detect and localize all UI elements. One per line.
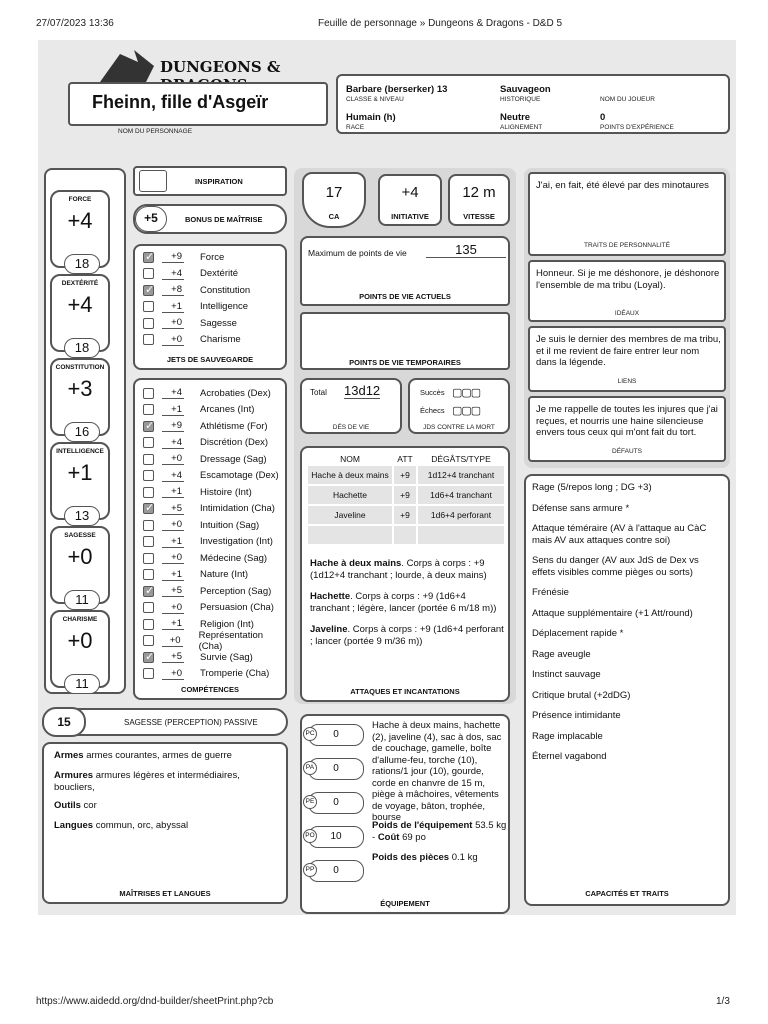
attacks-header-att: ATT — [397, 454, 413, 464]
hit-dice-box — [300, 378, 402, 434]
hit-dice-label: DÉS DE VIE — [332, 424, 370, 431]
attack-row — [308, 466, 504, 484]
feature-item: Frénésie — [532, 587, 569, 598]
flaws-box — [528, 396, 726, 462]
header-info-box — [336, 74, 730, 134]
saving-throw-name: Constitution — [200, 284, 251, 296]
skill-name: Intimidation (Cha) — [200, 503, 275, 514]
coin-pp — [305, 860, 364, 882]
coin-value[interactable]: 0 — [333, 865, 339, 876]
saving-throw-row — [143, 250, 224, 264]
proficiency-checkbox[interactable] — [143, 301, 154, 312]
background-label: HISTORIQUE — [500, 96, 541, 103]
ability-4 — [50, 526, 110, 607]
languages-label: Langues — [54, 820, 94, 831]
attack-note — [310, 591, 508, 614]
hit-dice-total: 13d12 — [344, 383, 381, 398]
armor-label: Armures — [54, 770, 94, 781]
passive-perception-box — [42, 708, 288, 736]
background: Sauvageon — [500, 84, 551, 95]
weapons-text: armes courantes, armes de guerre — [83, 750, 232, 761]
coin-pc — [305, 724, 364, 746]
equipment-label: ÉQUIPEMENT — [380, 899, 430, 908]
skill-name: Nature (Int) — [200, 569, 249, 580]
ability-modifier: +1 — [67, 460, 93, 485]
coin-value[interactable]: 10 — [330, 831, 342, 842]
tools-label: Outils — [54, 800, 81, 811]
death-saves-fail[interactable]: ▢▢▢ — [452, 405, 481, 417]
bonds: Je suis le dernier des membres de ma tribu, et il me revient de faire entrer leur nom dans la légende. — [536, 334, 721, 368]
ability-score[interactable]: 18 — [64, 338, 100, 358]
death-saves-box — [408, 378, 510, 434]
bonds-box — [528, 326, 726, 392]
proficiency-checkbox[interactable] — [143, 404, 154, 415]
character-name-label: NOM DU PERSONNAGE — [118, 128, 193, 135]
skill-name: Discrétion (Dex) — [200, 437, 269, 448]
skill-bonus: +4 — [162, 437, 184, 449]
skill-row — [143, 568, 248, 582]
speed-label: VITESSE — [463, 212, 495, 221]
traits-label: TRAITS DE PERSONNALITÉ — [584, 242, 670, 249]
feature-item: Attaque téméraire (AV à l'attaque au CàC mais AV aux attaques contre soi) — [532, 523, 707, 546]
saving-throw-row — [143, 333, 241, 347]
current-hp-label: POINTS DE VIE ACTUELS — [359, 292, 451, 301]
ability-1 — [50, 274, 110, 355]
skill-row — [143, 518, 259, 532]
saving-throw-name: Sagesse — [200, 317, 237, 329]
skill-name: Investigation (Int) — [200, 536, 273, 547]
alignment-label: ALIGNEMENT — [500, 124, 543, 131]
skill-bonus: +0 — [162, 635, 183, 647]
proficiency-label: BONUS DE MAÎTRISE — [185, 215, 263, 224]
skill-name: Survie (Sag) — [200, 651, 253, 663]
print-title: Feuille de personnage » Dungeons & Dragons - D&D 5 — [318, 18, 563, 29]
flaws: Je me rappelle de toutes les injures que j'ai reçues, et nourris une haine silencieuse envers tous ceux qui m'ont fait du tort. — [536, 404, 718, 438]
skill-name: Tromperie (Cha) — [200, 668, 270, 679]
coin-type: PO — [303, 829, 317, 843]
cost-label: Coût — [377, 831, 400, 843]
armor-class-box — [302, 172, 366, 228]
ability-5 — [50, 610, 110, 691]
feature-item: Critique brutal (+2dDG) — [532, 689, 631, 701]
proficiency-box — [133, 204, 287, 234]
initiative-box — [378, 174, 442, 226]
experience-points: 0 — [600, 112, 606, 123]
coin-type: PE — [303, 795, 317, 809]
attack-note-name: Javeline — [310, 624, 348, 635]
current-hp-box — [300, 236, 510, 306]
saving-throw-row — [143, 300, 248, 314]
saving-throw-name: Dextérité — [200, 268, 239, 279]
character-sheet — [38, 40, 736, 915]
proficiency-checkbox[interactable] — [143, 437, 154, 448]
coin-value[interactable]: 0 — [333, 763, 339, 774]
saving-throw-row — [143, 283, 250, 297]
saving-throws-label: JETS DE SAUVEGARDE — [166, 355, 254, 364]
character-name: Fheinn, fille d'Asgeïr — [92, 92, 269, 112]
attack-damage: 1d12+4 tranchant — [418, 466, 504, 484]
feature-item: Présence intimidante — [532, 710, 621, 721]
attacks-table — [306, 452, 506, 546]
skill-bonus: +0 — [162, 602, 184, 614]
feature-item: Rage (5/repos long ; DG +3) — [532, 482, 652, 493]
skill-row — [143, 535, 273, 549]
proficiency-checkbox[interactable] — [143, 487, 154, 498]
ability-0 — [50, 190, 110, 271]
attack-row — [308, 506, 504, 524]
flaws-label: DÉFAUTS — [612, 448, 642, 455]
proficiency-checkbox[interactable] — [143, 421, 154, 432]
armor-class: 17 — [325, 184, 343, 201]
skill-name: Religion (Int) — [200, 618, 254, 630]
saving-throw-name: Charisme — [200, 334, 241, 345]
print-page: 1/3 — [716, 996, 730, 1007]
saving-throw-bonus: +1 — [162, 301, 184, 313]
features-label: CAPACITÉS ET TRAITS — [585, 889, 669, 898]
skill-row — [143, 452, 267, 466]
skill-bonus: +1 — [162, 486, 184, 498]
skill-name: Persuasion (Cha) — [200, 602, 274, 613]
attack-damage: 1d6+4 perforant — [418, 506, 504, 524]
coin-weight-label: Poids des pièces — [372, 852, 450, 863]
proficiency-checkbox[interactable] — [143, 252, 154, 263]
attack-bonus: +9 — [394, 466, 416, 484]
speed-box — [448, 174, 510, 226]
proficiency-checkbox[interactable] — [143, 536, 154, 547]
ideals: Honneur. Si je me déshonore, je déshonore l'ensemble de ma tribu (Loyal). — [536, 268, 720, 291]
attack-note-text: . Corps à corps : +9 (1d6+4 tranchant ; légère, lancer (portée 6 m/18 m)) — [310, 591, 497, 614]
feature-item: Défense sans armure * — [532, 502, 630, 514]
attack-note — [310, 558, 508, 581]
languages-text: commun, orc, abyssal — [93, 820, 189, 831]
passive-perception-value: 15 — [42, 707, 86, 737]
attacks-header-dmg: DÉGÂTS/TYPE — [431, 454, 491, 464]
skill-name: Perception (Sag) — [200, 585, 272, 597]
skill-row — [143, 650, 253, 664]
equipment-text: Hache à deux mains, hachette (2), javeline (4), sac à dos, sac de couchage, gamelle, boîte d'allume-feu, torche (10), rations/1 jour (10), gourde, corde en chanvre de 15 m, piège à mâchoires, vêtements de voyage, bâton, trophée, bourse — [372, 720, 502, 823]
feature-item: Rage implacable — [532, 730, 603, 742]
skill-bonus: +0 — [162, 519, 184, 531]
skill-name: Acrobaties (Dex) — [200, 387, 271, 399]
saving-throw-bonus: +9 — [162, 251, 184, 263]
traits-box — [528, 172, 726, 256]
skill-name: Histoire (Int) — [200, 486, 252, 498]
proficiency-checkbox[interactable] — [143, 602, 154, 613]
race-label: RACE — [346, 124, 365, 131]
skill-row — [143, 629, 285, 652]
race: Humain (h) — [346, 112, 396, 123]
temp-hp-label: POINTS DE VIE TEMPORAIRES — [349, 358, 461, 367]
logo-text: DUNGEONS & — [160, 58, 281, 76]
skill-row — [143, 386, 271, 400]
attack-bonus: +9 — [394, 506, 416, 524]
class-level-label: CLASSE & NIVEAU — [346, 96, 404, 103]
attack-damage: 1d6+4 tranchant — [418, 486, 504, 504]
weight-value: 53.5 kg - — [372, 820, 507, 843]
ability-modifier: +0 — [67, 628, 93, 653]
saving-throw-row — [143, 316, 237, 330]
armor-text: armures légères et intermédiaires, boucliers, — [54, 770, 240, 793]
skill-bonus: +0 — [162, 552, 184, 564]
skill-row — [143, 584, 271, 598]
feature-item: Instinct sauvage — [532, 669, 601, 680]
ability-modifier: +4 — [67, 208, 93, 233]
class-level: Barbare (berserker) 13 — [346, 84, 448, 95]
attack-note-text: . Corps à corps : +9 (1d6+4 perforant ; lancer (portée 9 m/36 m)) — [310, 624, 504, 647]
attacks-box — [300, 446, 510, 702]
proficiency-checkbox[interactable] — [143, 586, 154, 597]
dnd-logo — [98, 48, 348, 84]
proficiency-checkbox[interactable] — [143, 470, 154, 481]
death-saves-success-label: Succès — [420, 388, 445, 397]
proficiency-bonus: +5 — [135, 206, 167, 232]
skill-bonus: +5 — [162, 503, 184, 515]
armor-class-label: CA — [328, 212, 340, 221]
ability-name: CHARISME — [62, 616, 98, 623]
death-saves-success[interactable]: ▢▢▢ — [452, 387, 481, 399]
max-hp: 135 — [426, 242, 506, 258]
hit-dice-total-label: Total — [310, 388, 327, 397]
skill-row — [143, 419, 268, 433]
feature-item: Attaque supplémentaire (+1 Att/round) — [532, 607, 693, 619]
coin-pa — [305, 758, 364, 780]
proficiency-checkbox[interactable] — [143, 569, 154, 580]
attack-row — [308, 486, 504, 504]
skills-box — [133, 378, 287, 700]
skill-name: Athlétisme (For) — [200, 420, 268, 432]
skill-row — [143, 485, 252, 499]
feature-item: Rage aveugle — [532, 648, 591, 660]
feature-item: Éternel vagabond — [532, 751, 607, 762]
ability-score[interactable]: 18 — [64, 254, 100, 274]
saving-throw-bonus: +0 — [162, 317, 184, 329]
attack-bonus: +9 — [394, 486, 416, 504]
skill-name: Médecine (Sag) — [200, 552, 268, 564]
experience-label: POINTS D'EXPÉRIENCE — [600, 124, 674, 131]
ability-2 — [50, 358, 110, 439]
ability-score[interactable]: 11 — [64, 674, 100, 694]
skill-row — [143, 469, 279, 483]
skill-bonus: +1 — [162, 404, 184, 416]
proficiency-checkbox[interactable] — [143, 318, 154, 329]
print-url: https://www.aidedd.org/dnd-builder/sheetPrint.php?cb — [36, 996, 274, 1007]
proficiency-checkbox[interactable] — [143, 503, 154, 514]
personality-traits: J'ai, en fait, été élevé par des minotaures — [536, 180, 709, 191]
player-name-label: NOM DU JOUEUR — [600, 96, 655, 103]
attack-name: Hachette — [308, 486, 392, 504]
ability-3 — [50, 442, 110, 523]
ability-name: FORCE — [68, 196, 92, 203]
skill-bonus: +4 — [162, 470, 184, 482]
inspiration-value[interactable] — [139, 170, 167, 192]
attack-note-name: Hachette — [310, 591, 351, 602]
attack-name: Hache à deux mains — [308, 466, 392, 484]
skill-bonus: +1 — [162, 569, 184, 581]
death-saves-label: JDS CONTRE LA MORT — [423, 424, 495, 431]
ideals-box — [528, 260, 726, 322]
skill-bonus: +4 — [162, 387, 184, 399]
skills-label: COMPÉTENCES — [181, 685, 239, 694]
ability-score[interactable]: 16 — [64, 422, 100, 442]
inspiration-label: INSPIRATION — [195, 177, 243, 186]
skill-bonus: +9 — [162, 420, 184, 432]
skill-row — [143, 502, 275, 516]
ability-score[interactable]: 11 — [64, 590, 100, 610]
coin-type: PP — [303, 863, 317, 877]
skill-name: Représentation (Cha) — [198, 629, 264, 652]
equipment-box — [300, 714, 510, 914]
skill-bonus: +1 — [162, 618, 184, 630]
proficiency-checkbox[interactable] — [143, 553, 154, 564]
name-banner — [68, 82, 328, 126]
attack-note — [310, 624, 508, 647]
skill-name: Arcanes (Int) — [200, 404, 255, 415]
weight-label: Poids de l'équipement — [372, 820, 473, 831]
ideals-label: IDÉAUX — [614, 310, 640, 317]
speed: 12 m — [462, 184, 496, 201]
max-hp-label: Maximum de points de vie — [308, 248, 407, 258]
skill-bonus: +5 — [162, 651, 184, 663]
initiative-label: INITIATIVE — [391, 212, 429, 221]
coin-type: PA — [303, 761, 317, 775]
coin-value[interactable]: 0 — [333, 797, 339, 808]
coin-value[interactable]: 0 — [333, 729, 339, 740]
proficiency-checkbox[interactable] — [143, 268, 154, 279]
proficiency-checkbox[interactable] — [143, 454, 154, 465]
saving-throw-name: Intelligence — [200, 301, 249, 312]
death-saves-fail-label: Échecs — [420, 406, 445, 415]
attacks-header-name: NOM — [340, 454, 360, 464]
proficiencies-box — [42, 742, 288, 904]
ability-name: SAGESSE — [64, 532, 96, 539]
coin-pe — [305, 792, 364, 814]
ability-name: CONSTITUTION — [55, 364, 105, 371]
passive-perception-label: SAGESSE (PERCEPTION) PASSIVE — [124, 718, 258, 727]
attack-note-name: Hache à deux mains — [310, 558, 402, 569]
attack-name: Javeline — [308, 506, 392, 524]
proficiencies-label: MAÎTRISES ET LANGUES — [119, 889, 211, 898]
skill-bonus: +0 — [162, 453, 184, 465]
cost-value: 69 po — [399, 831, 426, 843]
proficiency-checkbox[interactable] — [143, 635, 154, 646]
saving-throw-bonus: +8 — [162, 284, 184, 296]
skill-row — [143, 667, 269, 681]
ability-modifier: +4 — [67, 292, 93, 317]
initiative: +4 — [401, 184, 419, 201]
skill-name: Dressage (Sag) — [200, 453, 267, 465]
feature-item: Déplacement rapide * — [532, 628, 624, 639]
features-box — [524, 474, 730, 906]
skill-bonus: +1 — [162, 536, 184, 548]
tools-text: cor — [80, 800, 97, 811]
proficiency-checkbox[interactable] — [143, 652, 154, 663]
proficiency-checkbox[interactable] — [143, 520, 154, 531]
coin-po — [305, 826, 364, 848]
skill-name: Intuition (Sag) — [200, 519, 260, 531]
proficiency-checkbox[interactable] — [143, 388, 154, 399]
ability-modifier: +3 — [67, 376, 93, 401]
bonds-label: LIENS — [617, 378, 637, 385]
proficiency-checkbox[interactable] — [143, 668, 154, 679]
ability-score[interactable]: 13 — [64, 506, 100, 526]
saving-throw-row — [143, 267, 238, 281]
weapons-label: Armes — [54, 750, 84, 761]
inspiration-box — [133, 166, 287, 196]
attacks-label: ATTAQUES ET INCANTATIONS — [350, 687, 460, 696]
alignment: Neutre — [500, 112, 531, 123]
temp-hp-box — [300, 312, 510, 370]
proficiency-checkbox[interactable] — [143, 619, 154, 630]
coin-weight-value: 0.1 kg — [449, 852, 478, 863]
ability-name: INTELLIGENCE — [56, 448, 104, 455]
proficiency-checkbox[interactable] — [143, 334, 154, 345]
ability-name: DEXTÉRITÉ — [61, 280, 99, 287]
skill-bonus: +0 — [162, 668, 184, 680]
saving-throw-name: Force — [200, 251, 225, 263]
skill-row — [143, 436, 268, 450]
skill-row — [143, 601, 274, 615]
saving-throw-bonus: +0 — [162, 334, 184, 346]
coin-type: PC — [303, 727, 317, 741]
feature-item: Sens du danger (AV aux JdS de Dex vs effets visibles comme pièges ou sorts) — [532, 555, 699, 578]
skill-row — [143, 403, 254, 417]
saving-throw-bonus: +4 — [162, 268, 184, 280]
skill-row — [143, 551, 267, 565]
attack-note-text: . Corps à corps : +9 (1d12+4 tranchant ; lourde, à deux mains) — [310, 558, 487, 581]
proficiency-checkbox[interactable] — [143, 285, 154, 296]
ability-modifier: +0 — [67, 544, 93, 569]
saving-throws-box — [133, 244, 287, 370]
print-date: 27/07/2023 13:36 — [36, 18, 114, 29]
skill-bonus: +5 — [162, 585, 184, 597]
skill-name: Escamotage (Dex) — [200, 470, 279, 481]
